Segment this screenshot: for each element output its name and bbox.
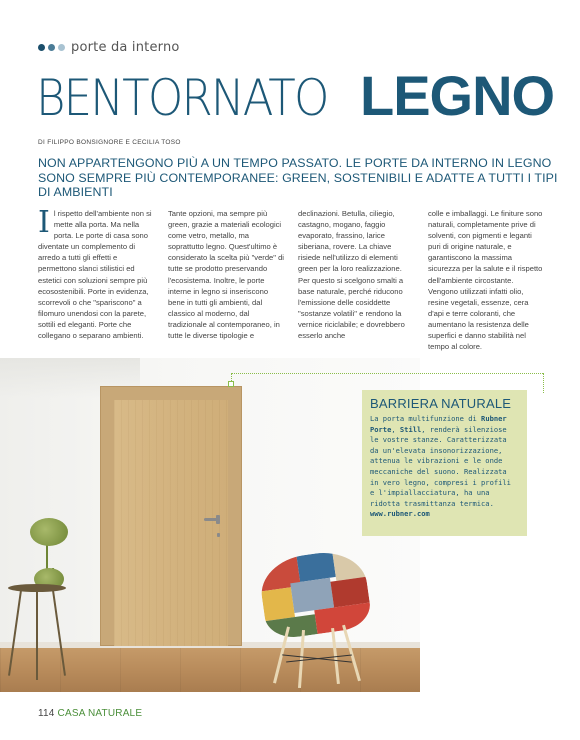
box-brand: Rubner Porte bbox=[370, 414, 507, 434]
interior-photo bbox=[0, 358, 420, 692]
box-url-link[interactable]: www.rubner.com bbox=[370, 509, 430, 519]
callout-marker-icon bbox=[228, 381, 234, 387]
column-2-text: Tante opzioni, ma sempre più green, grazie a materiali ecologici come vetro, metallo, ma soprattutto legno. Quest'ultimo è considerato la scelta più "verde" di tutte se prodotto preservando l'ecosistema. Inoltre, le porte interne in legno si inseriscono bene in tutti gli ambienti, dal classico al moderno, dal tradizionale al contemporaneo, in tutte le diverse tipologie e bbox=[168, 209, 284, 341]
box-title: BARRIERA NATURALE bbox=[370, 396, 512, 411]
page-number: 114 bbox=[38, 708, 55, 719]
column-3-text: declinazioni. Betulla, ciliegio, castagno, mogano, faggio evaporato, frassino, larice siberiana, rovere. La chiave risiede nell'utilizzo di elementi green per la loro realizzazione. Per questo si scelgono smalti a base naturale, perché riducono l'emissione delle cosiddette "sostanze volatili" e rendono la vernice riciclabile; e dovrebbero esserlo anche bbox=[298, 209, 405, 341]
section-tag bbox=[38, 38, 180, 56]
door-handle-icon bbox=[204, 518, 220, 521]
column-1-text: l rispetto dell'ambiente non si mette alla porta. Ma nella porta. Le porte di casa sono diventate un complemento di arredo a tutti gli effetti e permettono slanci stilistici ed estetici con soluzioni sempre più ecosostenibili. Porte in evidenza, scorrevoli o che "spariscono" a filomuro unendosi con la parete, sottili ed eleganti. Porte che collegano o separano ambienti. bbox=[38, 209, 152, 341]
article-column-1 bbox=[38, 205, 154, 353]
box-text: La porta multifunzione di Rubner Porte, Still, renderà silenziose le vostre stanze. Caratterizzata da un'elevata insonorizzazione, attenua le vibrazioni e le onde meccaniche del suono. Realizzata in vero legno, compresi i profili e l'impiallacciatura, ha una ridotta trasmittanza termica. www.rubner.com bbox=[370, 414, 519, 520]
page-title bbox=[36, 60, 556, 134]
patchwork-chair bbox=[257, 547, 373, 641]
title-bold: LEGNO bbox=[360, 64, 555, 127]
article-column-2 bbox=[168, 208, 284, 353]
plant-icon bbox=[30, 518, 68, 546]
article-column-3 bbox=[298, 208, 414, 353]
lead-paragraph: NON APPARTENGONO PIÙ A UN TEMPO PASSATO. LE PORTE DA INTERNO IN LEGNO SONO SEMPRE PIÙ CONTEMPORANEE: GREEN, SOSTENIBILI E ADATTE A TUTTI I TIPI DI AMBIENTI bbox=[38, 156, 558, 199]
title-light: BENTORNATO bbox=[36, 69, 328, 127]
byline: DI FILIPPO BONSIGNORE E CECILIA TOSO bbox=[38, 139, 181, 146]
article-column-4 bbox=[428, 208, 544, 353]
magazine-name: CASA NATURALE bbox=[57, 708, 143, 719]
column-4-text: colle e imballaggi. Le finiture sono naturali, completamente prive di solventi, con pigmenti e leganti puri di origine naturale, e garantiscono la massima sicurezza per la salute e il rispetto dell'ambiente circostante. Vengono utilizzati infatti olio, resine vegetali, essenze, cera d'api e terre coloranti, che aumentano la resistenza delle superfici e danno stabilità nel tempo al colore. bbox=[428, 209, 543, 352]
page-footer bbox=[38, 708, 142, 719]
sidebar-box bbox=[362, 390, 527, 536]
section-dots-icon bbox=[38, 44, 65, 51]
article-columns bbox=[38, 205, 548, 353]
box-product: Still bbox=[399, 424, 422, 434]
section-label: porte da interno bbox=[71, 39, 180, 55]
dropcap: I bbox=[38, 205, 50, 240]
